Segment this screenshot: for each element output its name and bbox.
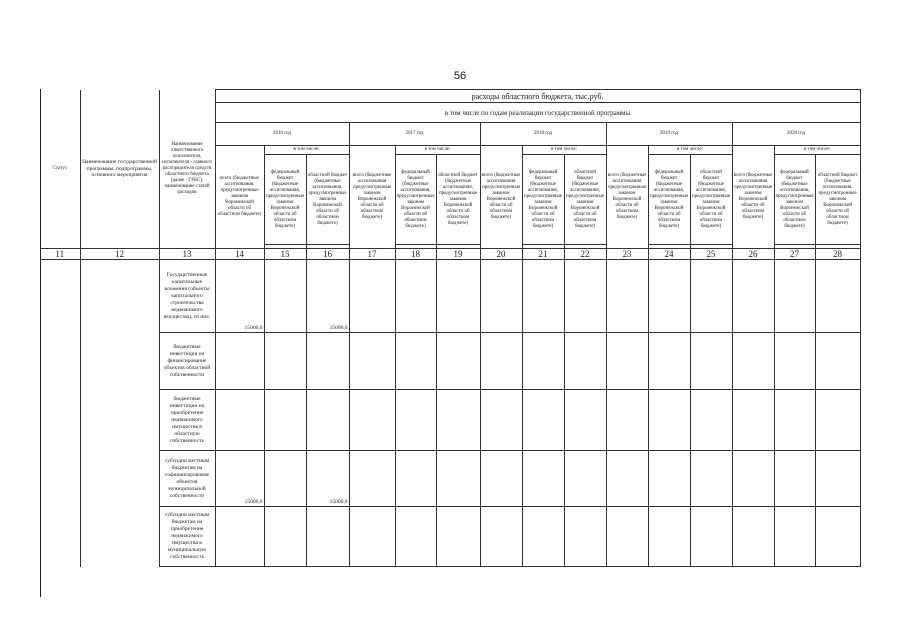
- sub-regional-2017: областной бюджет (бюджетные ассигнования, предусмотренные законом Воронежской области об областном бюджете): [436, 155, 480, 245]
- sub-total-2018: всего (бюджетные ассигнования предусмотренные законом Воронежской области об областном бюджете): [480, 146, 522, 249]
- including-2016: в том числе:: [264, 146, 349, 155]
- column-number: 26: [732, 249, 774, 260]
- year-2017: 2017 год: [349, 123, 480, 146]
- sub-total-2016: всего (бюджетные ассигнования, предусмотренные законом Воронежской области об областном бюджете): [215, 146, 264, 249]
- sub-federal-2020: федеральный бюджет (бюджетные ассигнования, предусмотренные законом Воронежской области об областном бюджете): [774, 155, 815, 245]
- year-2016: 2016 год: [215, 123, 349, 146]
- column-number: 11: [40, 249, 80, 260]
- header-main-title: расходы областного бюджета, тыс.руб.: [215, 90, 860, 103]
- cell-total-2016: [215, 507, 264, 567]
- column-number: 12: [80, 249, 159, 260]
- budget-table-frame: [40, 89, 858, 597]
- header-program-name: Наименование государственной программы, подпрограммы, основного мероприятия: [80, 90, 159, 249]
- sub-regional-2018: областной бюджет (бюджетные ассигнования, предусмотренные законом Воронежской области об областном бюджете): [564, 155, 606, 245]
- cell-total-2016: 15000,0: [215, 451, 264, 507]
- year-2018: 2018 год: [480, 123, 606, 146]
- table-row: [40, 507, 860, 567]
- row-label: бюджетные инвестиции на приобретение недвижимого имущества в областную собственность: [159, 390, 215, 451]
- cell-total-2016: [215, 390, 264, 451]
- column-number: 22: [564, 249, 606, 260]
- column-number: 23: [606, 249, 648, 260]
- row-label: субсидии местным бюджетам на софинансирование объектов муниципальной собственности: [159, 451, 215, 507]
- column-number: 24: [648, 249, 690, 260]
- header-executor: Наименование ответственного исполнителя, исполнителя - главного распорядителя средств областного бюджета (далее - ГРБС), наименование статей расходов: [159, 90, 215, 249]
- sub-federal-2019: федеральный бюджет (бюджетные ассигнования, предусмотренные законом Воронежской области об областном бюджете): [648, 155, 690, 245]
- sub-regional-2019: областной бюджет (бюджетные ассигнования, предусмотренные законом Воронежской области об областном бюджете): [690, 155, 732, 245]
- column-number: 15: [264, 249, 306, 260]
- including-2019: в том числе:: [648, 146, 732, 155]
- column-number: 27: [774, 249, 815, 260]
- sub-federal-2017: федеральный бюджет (бюджетные ассигнования, предусмотренные законом Воронежской области об областном бюджете): [395, 155, 436, 245]
- row-label: Государственные капитальные вложения (объекты капитального строительства недвижимого имущества), из них:: [159, 260, 215, 333]
- column-number: 17: [349, 249, 395, 260]
- cell-total-2016: [215, 333, 264, 390]
- year-2019: 2019 год: [606, 123, 732, 146]
- sub-total-2017: всего (бюджетные ассигнования предусмотренные законом Воронежской области об областном бюджете): [349, 146, 395, 249]
- column-number: 14: [215, 249, 264, 260]
- column-number-row: [40, 249, 860, 260]
- table-row: [40, 260, 860, 333]
- including-2017: в том числе:: [395, 146, 480, 155]
- column-number: 25: [690, 249, 732, 260]
- cell-total-2016: 15000,0: [215, 260, 264, 333]
- year-2020: 2020 год: [732, 123, 860, 146]
- sub-federal-2018: федеральный бюджет (бюджетные ассигнования, предусмотренные законом Воронежской области об областном бюджете): [522, 155, 564, 245]
- cell-regional-2016: [306, 333, 349, 390]
- column-number: 28: [815, 249, 860, 260]
- header-status: Статус: [40, 90, 80, 249]
- table-row: [40, 333, 860, 390]
- sub-total-2020: всего (бюджетные ассигнования предусмотренные законом Воронежской области об областном бюджете): [732, 146, 774, 249]
- sub-regional-2020: областной бюджет (бюджетные ассигнования, предусмотренные законом Воронежской области об областном бюджете): [815, 155, 860, 245]
- column-number: 16: [306, 249, 349, 260]
- sub-federal-2016: федеральный бюджет (бюджетные ассигнования, предусмотренные законом Воронежской области об областном бюджете): [264, 155, 306, 245]
- column-number: 18: [395, 249, 436, 260]
- column-number: 13: [159, 249, 215, 260]
- column-number: 20: [480, 249, 522, 260]
- sub-total-2019: всего (бюджетные ассигнования предусмотренные законом Воронежской области об областном бюджете): [606, 146, 648, 249]
- cell-regional-2016: [306, 507, 349, 567]
- row-label: бюджетные инвестиции на финансирование объектов областной собственности: [159, 333, 215, 390]
- table-row: [40, 390, 860, 451]
- header-subtitle: в том числе по годам реализации государственной программы: [215, 103, 860, 123]
- column-number: 19: [436, 249, 480, 260]
- column-number: 21: [522, 249, 564, 260]
- budget-table: [40, 89, 861, 567]
- row-label: субсидии местным бюджетам на приобретение недвижимого имущества в муниципальную собственность: [159, 507, 215, 567]
- cell-regional-2016: 15000,0: [306, 260, 349, 333]
- including-2018: в том числе:: [522, 146, 606, 155]
- page-number: 56: [453, 70, 467, 82]
- cell-regional-2016: 15000,0: [306, 451, 349, 507]
- table-row: [40, 451, 860, 507]
- sub-regional-2016: областной бюджет (бюджетные ассигнования, предусмотренные законом Воронежской области об областном бюджете): [306, 155, 349, 245]
- cell-regional-2016: [306, 390, 349, 451]
- including-2020: в том числе:: [774, 146, 860, 155]
